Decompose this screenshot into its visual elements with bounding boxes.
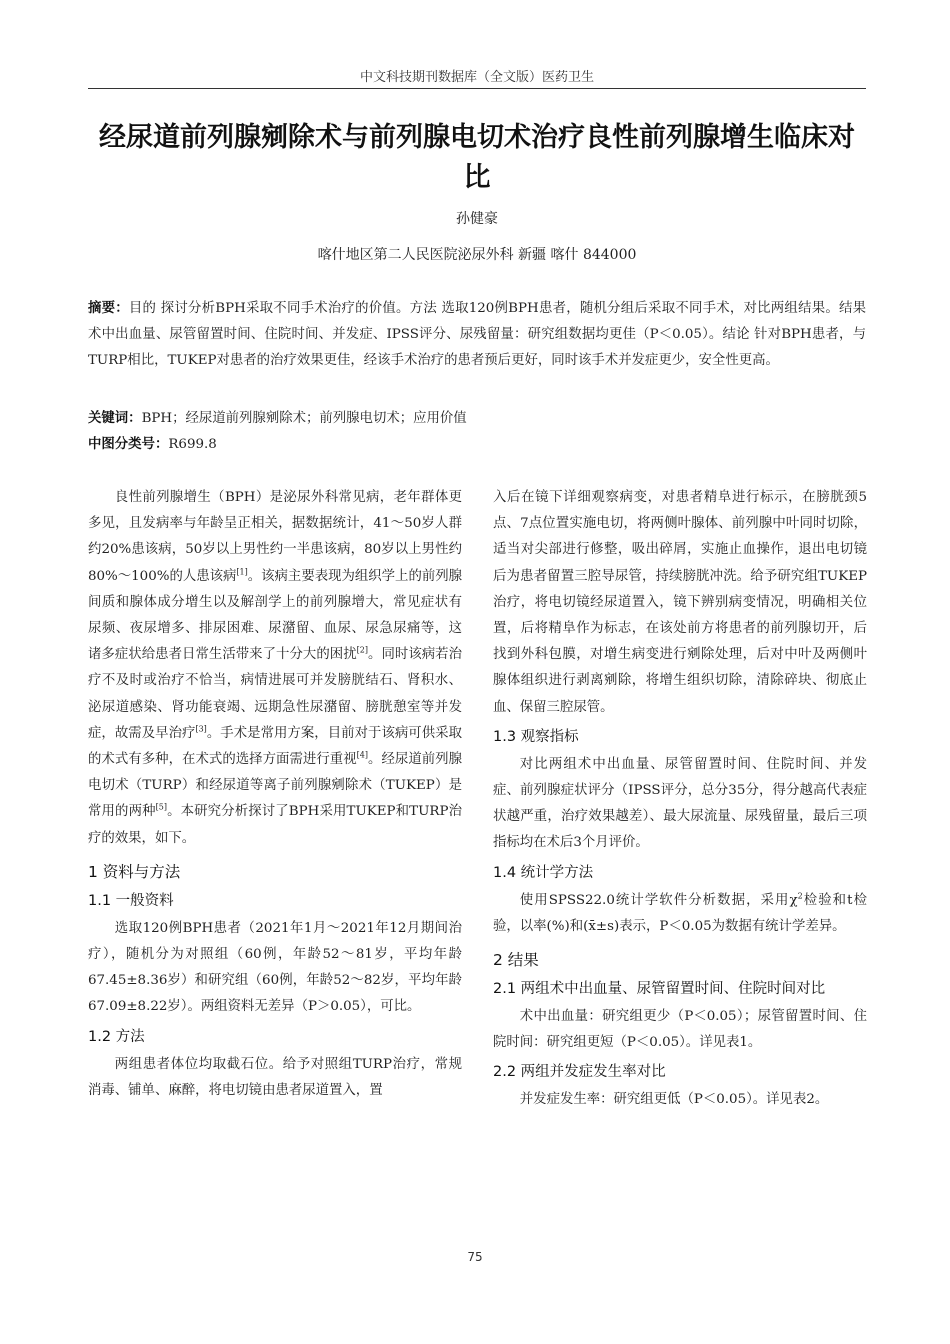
statistics-text-b: 检验和t检验，以率(%)和(x̄±s)表示，P＜0.05为数据有统计学差异。 xyxy=(493,892,867,934)
citation: [4] xyxy=(356,750,368,760)
header-rule xyxy=(88,88,866,89)
general-data-paragraph: 选取120例BPH患者（2021年1月～2021年12月期间治疗），随机分为对照组（60例，年龄52～81岁，平均年龄67.45±8.36岁）和研究组（60例，年龄52～82岁，平均年龄67.09±8.22岁）。两组资料无差异（P＞0.05），可比。 xyxy=(88,920,462,1015)
intro-text-4: 。手术是常用方案，目前对于该病可供采取的术式有多种，在术式的选择方面需进行重视 xyxy=(88,725,462,768)
paper-title: 经尿道前列腺剜除术与前列腺电切术治疗良性前列腺增生临床对比 xyxy=(99,122,855,193)
right-column xyxy=(493,485,867,1114)
classification-label: 中图分类号： xyxy=(88,437,169,452)
citation: [3] xyxy=(195,724,207,734)
abstract-text: 目的 探讨分析BPH采取不同手术治疗的价值。方法 选取120例BPH患者，随机分组后采取不同手术，对比两组结果。结果 术中出血量、尿管留置时间、住院时间、并发症、IPSS评分、尿残留量：研究组数据均更佳（P＜0.05）。结论 针对BPH患者，与TURP相比，TUKEP对患者的治疗效果更佳，经该手术治疗的患者预后更好，同时该手术并发症更少，安全性更高。 xyxy=(88,301,867,368)
subsection-heading-1-3: 1.3 观察指标 xyxy=(493,728,579,745)
methods-paragraph-start: 两组患者体位均取截石位。给予对照组TURP治疗，常规消毒、铺单、麻醉，将电切镜由患者尿道置入，置 xyxy=(88,1056,462,1098)
superscript: 2 xyxy=(797,891,803,901)
author: 孙健豪 xyxy=(456,211,498,227)
subsection-heading-2-2: 2.2 两组并发症发生率对比 xyxy=(493,1064,666,1081)
methods-paragraph-continued: 入后在镜下详细观察病变，对患者精阜进行标示，在膀胱颈5点、7点位置实施电切，将两侧叶腺体、前列腺中叶同时切除，适当对尖部进行修整，吸出碎屑，实施止血操作，退出电切镜后为患者留置三腔导尿管，持续膀胱冲洗。给予研究组TUKEP治疗，将电切镜经尿道置入，镜下辨别病变情况，明确相关位置，后将精阜作为标志，在该处前方将患者的前列腺切开，后找到外科包膜，对增生病变进行剜除处理，后对中叶及两侧叶腺体组织进行剥离剜除，将增生组织切除，清除碎块、彻底止血、保留三腔尿管。 xyxy=(493,490,867,715)
classification xyxy=(88,432,866,458)
abstract xyxy=(88,296,866,374)
abstract-label: 摘要： xyxy=(88,301,129,316)
section-heading-2: 2 结果 xyxy=(493,951,539,970)
subsection-heading-1-1: 1.1 一般资料 xyxy=(88,892,174,909)
citation: [5] xyxy=(155,802,167,812)
section-heading-1: 1 资料与方法 xyxy=(88,862,181,881)
subsection-heading-1-4: 1.4 统计学方法 xyxy=(493,864,594,881)
intro-paragraph xyxy=(88,485,462,852)
keywords-text: BPH；经尿道前列腺剜除术；前列腺电切术；应用价值 xyxy=(141,411,467,426)
citation: [1] xyxy=(236,567,248,577)
intro-text-2: 。该病主要表现为组织学上的前列腺间质和腺体成分增生以及解剖学上的前列腺增大，常见症状有尿频、夜尿增多、排尿困难、尿潴留、血尿、尿急尿痛等，这诸多症状给患者日常生活带来了十分大的困扰 xyxy=(88,568,463,663)
intro-text-3: 。同时该病若治疗不及时或治疗不恰当，病情进展可并发膀胱结石、肾积水、泌尿道感染、肾功能衰竭、远期急性尿潴留、膀胱憩室等并发症，故需及早治疗 xyxy=(88,647,463,741)
intro-text-1: 良性前列腺增生（BPH）是泌尿外科常见病，老年群体更多见，且发病率与年龄呈正相关，据数据统计，41～50岁人群约20%患该病，50岁以上男性约一半患该病，80岁以上男性约80%～100%的人患该病 xyxy=(88,490,462,584)
result-2-2-paragraph: 并发症发生率：研究组更低（P＜0.05）。详见表2。 xyxy=(519,1092,829,1108)
intro-text-6: 。本研究分析探讨了BPH采用TUKEP和TURP治疗的效果，如下。 xyxy=(88,804,463,846)
left-column xyxy=(88,485,462,1104)
result-2-1-paragraph: 术中出血量：研究组更少（P＜0.05）；尿管留置时间、住院时间：研究组更短（P＜0.05）。详见表1。 xyxy=(493,1009,867,1051)
observation-paragraph: 对比两组术中出血量、尿管留置时间、住院时间、并发症、前列腺症状评分（IPSS评分，总分35分，得分越高代表症状越严重，治疗效果越差）、最大尿流量、尿残留量，最后三项指标均在术后3个月评价。 xyxy=(493,756,867,851)
subsection-heading-1-2: 1.2 方法 xyxy=(88,1028,145,1045)
statistics-paragraph xyxy=(493,888,867,940)
intro-text-5: 。经尿道前列腺电切术（TURP）和经尿道等离子前列腺剜除术（TUKEP）是常用的两种 xyxy=(88,752,463,820)
journal-header: 中文科技期刊数据库（全文版）医药卫生 xyxy=(359,70,594,85)
keywords-label: 关键词： xyxy=(88,411,142,426)
affiliation: 喀什地区第二人民医院泌尿外科 新疆 喀什 844000 xyxy=(317,247,637,263)
subsection-heading-2-1: 2.1 两组术中出血量、尿管留置时间、住院时间对比 xyxy=(493,981,826,998)
citation: [2] xyxy=(356,645,368,655)
keywords xyxy=(88,406,866,432)
statistics-text-a: 使用SPSS22.0统计学软件分析数据，采用χ xyxy=(519,892,798,908)
classification-code: R699.8 xyxy=(168,437,217,452)
page-number: 75 xyxy=(467,1250,483,1264)
